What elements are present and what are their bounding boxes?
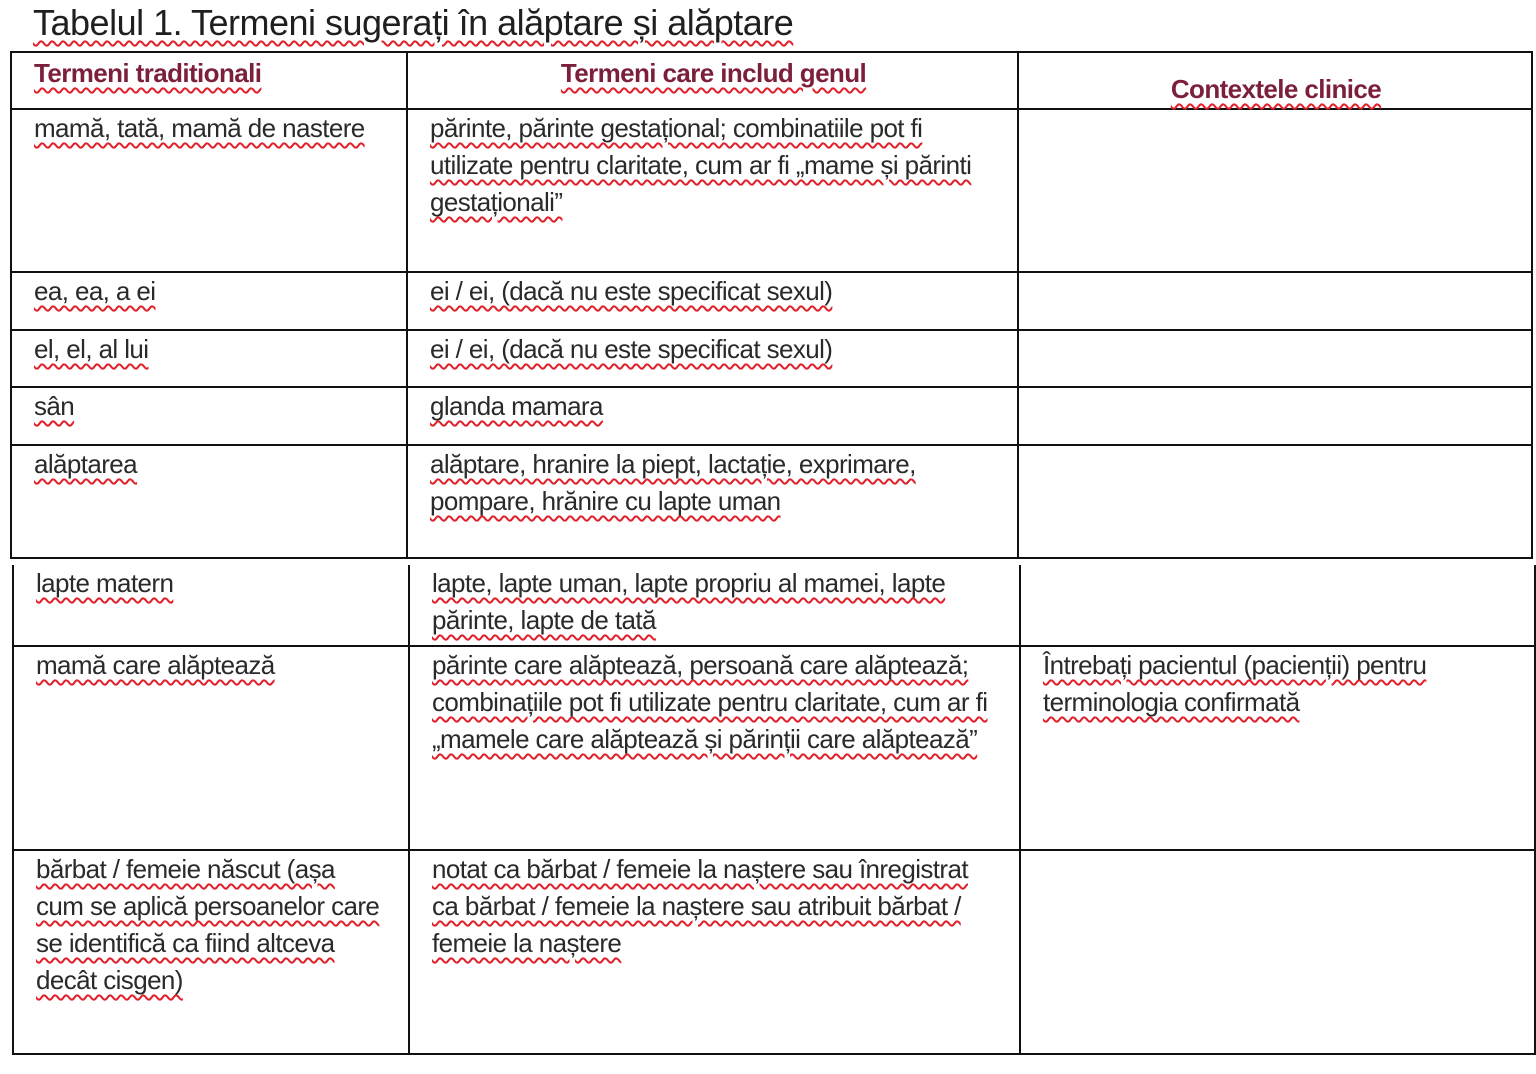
cell-clinical [1018,272,1532,330]
cell-traditional: alăptarea [11,445,407,558]
cell-clinical [1018,109,1532,272]
table-row [11,272,1532,330]
cell-traditional: ea, ea, a ei [11,272,407,330]
header-traditional-terms: Termeni traditionali [11,52,407,109]
cell-traditional: lapte matern [13,565,409,646]
cell-traditional: el, el, al lui [11,330,407,387]
cell-clinical [1020,565,1535,646]
cell-traditional: bărbat / femeie născut (așa cum se aplică persoanelor care se identifică ca fiind altceva decât cisgen) [13,850,409,1054]
cell-inclusive: părinte care alăptează, persoană care alăptează; combinațiile pot fi utilizate pentru claritate, cum ar fi „mamele care alăptează și părinții care alăptează” [409,646,1020,850]
table-row [13,565,1535,646]
table-row [11,109,1532,272]
cell-traditional: mamă care alăptează [13,646,409,850]
cell-clinical [1020,850,1535,1054]
cell-traditional: mamă, tată, mamă de nastere [11,109,407,272]
cell-clinical [1018,330,1532,387]
cell-inclusive: alăptare, hranire la piept, lactație, exprimare, pompare, hrănire cu lapte uman [407,445,1018,558]
table-row [11,387,1532,445]
table-row [11,330,1532,387]
table-row [13,850,1535,1054]
cell-inclusive: glanda mamara [407,387,1018,445]
cell-clinical: Întrebați pacientul (pacienții) pentru terminologia confirmată [1020,646,1535,850]
table-header-row [11,52,1532,109]
table-row [13,646,1535,850]
table-row [11,445,1532,558]
header-clinical-contexts: Contextele clinice [1018,52,1532,109]
cell-clinical [1018,387,1532,445]
terms-table-part-2 [12,565,1536,1055]
cell-inclusive: lapte, lapte uman, lapte propriu al mamei, lapte părinte, lapte de tată [409,565,1020,646]
terms-table-part-1 [10,51,1533,559]
table-caption [33,2,793,44]
cell-inclusive: ei / ei, (dacă nu este specificat sexul) [407,330,1018,387]
cell-inclusive: notat ca bărbat / femeie la naștere sau înregistrat ca bărbat / femeie la naștere sau atribuit bărbat / femeie la naștere [409,850,1020,1054]
header-gender-inclusive-terms: Termeni care includ genul [407,52,1018,109]
table-caption-text: Tabelul 1. Termeni sugerați în alăptare și alăptare [33,2,794,43]
cell-traditional: sân [11,387,407,445]
cell-inclusive: părinte, părinte gestațional; combinatiile pot fi utilizate pentru claritate, cum ar fi „mame și părinti gestaționali” [407,109,1018,272]
cell-clinical [1018,445,1532,558]
cell-inclusive: ei / ei, (dacă nu este specificat sexul) [407,272,1018,330]
